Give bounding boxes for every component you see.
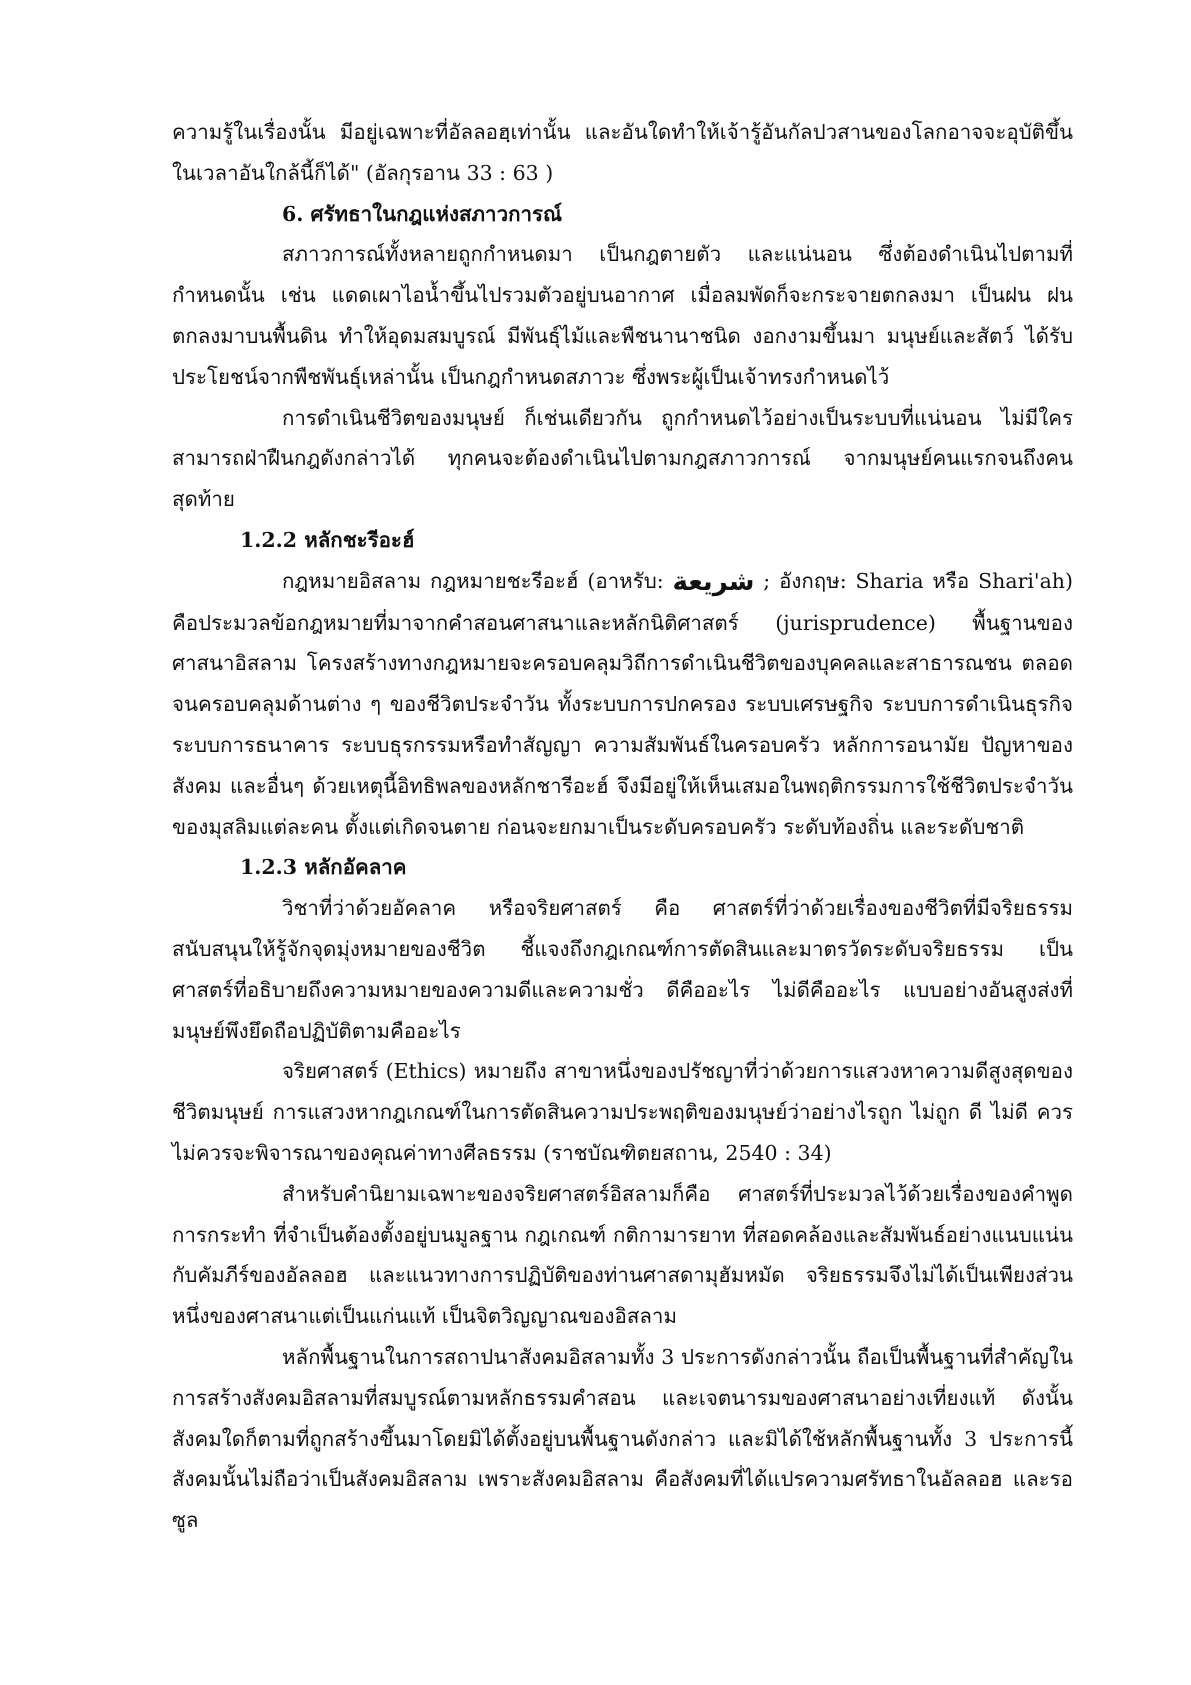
paragraph-quran-quote: ความรู้ในเรื่องนั้น มีอยู่เฉพาะที่อัลลอฮฺเท่านั้น และอันใดทำให้เจ้ารู้อันกัลปวสานของโลกอาจจะอุบัติขึ้นในเวลาอันใกล้นี้ก็ได้" (อัลกุรอาน 33 : 63 ) bbox=[172, 120, 1073, 185]
heading-sharia: 1.2.2 หลักชะรีอะฮ์ bbox=[240, 527, 415, 552]
arabic-word-sharia: شريعة bbox=[672, 566, 755, 597]
paragraph-sharia bbox=[172, 561, 1073, 848]
paragraph-islamic-ethics: สำหรับคำนิยามเฉพาะของจริยศาสตร์อิสลามก็คือ ศาสตร์ที่ประมวลไว้ด้วยเรื่องของคำพูด การกระทำ ที่จำเป็นต้องตั้งอยู่บนมูลฐาน กฎเกณฑ์ กติกามารยาท ที่สอดคล้องและสัมพันธ์อย่างแนบแน่นกับคัมภีร์ของอัลลอฮ และแนวทางการปฏิบัติของท่านศาสดามุฮัมหมัด จริยธรรมจึงไม่ได้เป็นเพียงส่วนหนึ่งของศาสนาแต่เป็นแก่นแท้ เป็นจิตวิญญาณของอิสลาม bbox=[172, 1181, 1073, 1329]
heading-belief-in-natural-law: 6. ศรัทธาในกฎแห่งสภาวการณ์ bbox=[282, 201, 563, 226]
paragraph-natural-law: สภาวการณ์ทั้งหลายถูกกำหนดมา เป็นกฎตายตัว และแน่นอน ซึ่งต้องดำเนินไปตามที่กำหนดนั้น เช่น แดดเผาไอน้ำขึ้นไปรวมตัวอยู่บนอากาศ เมื่อลมพัดก็จะกระจายตกลงมา เป็นฝน ฝนตกลงมาบนพื้นดิน ทำให้อุดมสมบูรณ์ มีพันธุ์ไม้และพืชนานาชนิด งอกงามขึ้นมา มนุษย์และสัตว์ ได้รับประโยชน์จากพืชพันธุ์เหล่านั้น เป็นกฎกำหนดสภาวะ ซึ่งพระผู้เป็นเจ้าทรงกำหนดไว้ bbox=[172, 242, 1073, 389]
paragraph-human-life: การดำเนินชีวิตของมนุษย์ ก็เช่นเดียวกัน ถูกกำหนดไว้อย่างเป็นระบบที่แน่นอน ไม่มีใครสามารถฝ่าฝืนกฎดังกล่าวได้ ทุกคนจะต้องดำเนินไปตามกฎสภาวการณ์ จากมนุษย์คนแรกจนถึงคนสุดท้าย bbox=[172, 405, 1073, 512]
sharia-intro-text: กฎหมายอิสลาม กฎหมายชะรีอะฮ์ (อาหรับ: bbox=[282, 568, 673, 593]
heading-akhlaq: 1.2.3 หลักอัคลาค bbox=[240, 855, 407, 880]
paragraph-foundations: หลักพื้นฐานในการสถาปนาสังคมอิสลามทั้ง 3 ประการดังกล่าวนั้น ถือเป็นพื้นฐานที่สำคัญในการสร้างสังคมอิสลามที่สมบูรณ์ตามหลักธรรมคำสอน และเจตนารมของศาสนาอย่างเที่ยงแท้ ดังนั้นสังคมใดก็ตามที่ถูกสร้างขึ้นมาโดยมิได้ตั้งอยู่บนพื้นฐานดังกล่าว และมิได้ใช้หลักพื้นฐานทั้ง 3 ประการนี้ สังคมนั้นไม่ถือว่าเป็นสังคมอิสลาม เพราะสังคมอิสลาม คือสังคมที่ได้แปรความศรัทธาในอัลลอฮ และรอซูล bbox=[172, 1344, 1073, 1533]
paragraph-akhlaq: วิชาที่ว่าด้วยอัคลาค หรือจริยศาสตร์ คือ ศาสตร์ที่ว่าด้วยเรื่องของชีวิตที่มีจริยธรรม สนับสนุนให้รู้จักจุดมุ่งหมายของชีวิต ชี้แจงถึงกฎเกณฑ์การตัดสินและมาตรวัดระดับจริยธรรม เป็นศาสตร์ที่อธิบายถึงความหมายของความดีและความชั่ว ดีคืออะไร ไม่ดีคืออะไร แบบอย่างอันสูงส่งที่มนุษย์พึงยึดถือปฏิบัติตามคืออะไร bbox=[172, 896, 1073, 1043]
paragraph-ethics-definition: จริยศาสตร์ (Ethics) หมายถึง สาขาหนึ่งของปรัชญาที่ว่าด้วยการแสวงหาความดีสูงสุดของชีวิตมนุษย์ การแสวงหากฎเกณฑ์ในการตัดสินความประพฤติของมนุษย์ว่าอย่างไรถูก ไม่ถูก ดี ไม่ดี ควร ไม่ควรจะพิจารณาของคุณค่าทางศีลธรรม (ราชบัณฑิตยสถาน, 2540 : 34) bbox=[172, 1059, 1073, 1165]
sharia-body-text: ; อังกฤษ: Sharia หรือ Shari'ah) คือประมวลข้อกฎหมายที่มาจากคำสอนศาสนาและหลักนิติศาสตร์ (jurisprudence) พื้นฐานของศาสนาอิสลาม โครงสร้างทางกฎหมายจะครอบคลุมวิถีการดำเนินชีวิตของบุคคลและสาธารณชน ตลอด จนครอบคลุมด้านต่าง ๆ ของชีวิตประจำวัน ทั้งระบบการปกครอง ระบบเศรษฐกิจ ระบบการดำเนินธุรกิจ ระบบการธนาคาร ระบบธุรกรรมหรือทำสัญญา ความสัมพันธ์ในครอบครัว หลักการอนามัย ปัญหาของสังคม และอื่นๆ ด้วยเหตุนี้อิทธิพลของหลักชารีอะฮ์ จึงมีอยู่ให้เห็นเสมอในพฤติกรรมการใช้ชีวิตประจำวันของมุสลิมแต่ละคน ตั้งแต่เกิดจนตาย ก่อนจะยกมาเป็นระดับครอบครัว ระดับท้องถิ่น และระดับชาติ bbox=[172, 568, 1073, 839]
